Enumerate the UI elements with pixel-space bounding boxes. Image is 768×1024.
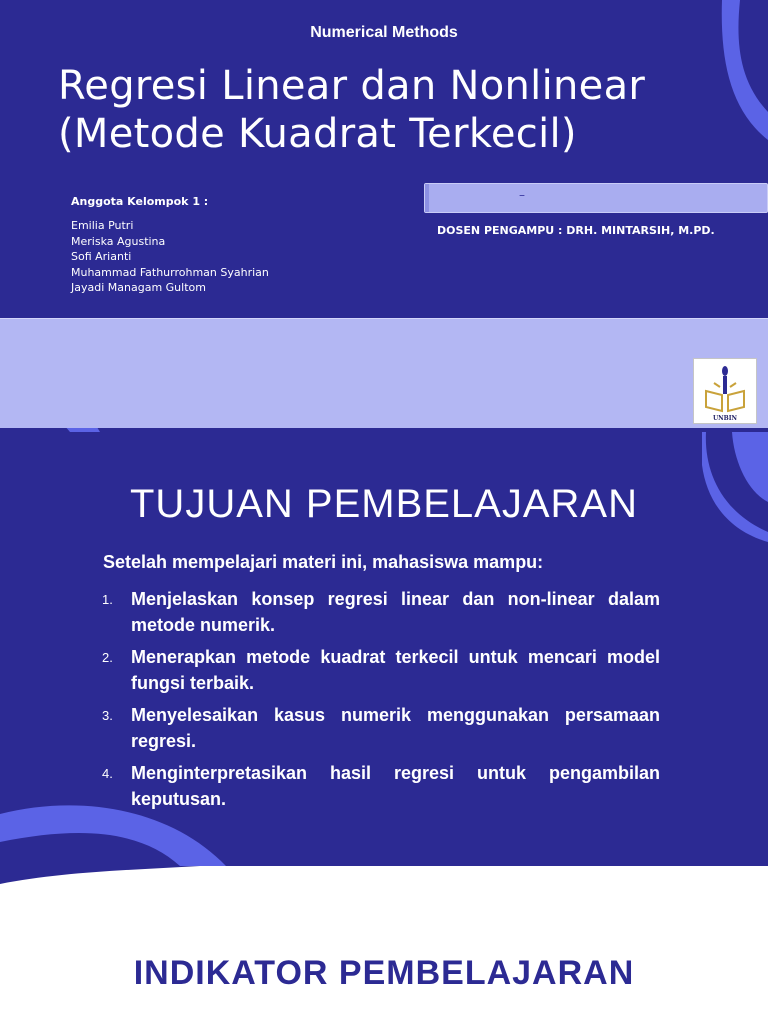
list-text: Menginterpretasikan hasil regresi untuk pengambilan keputusan.	[131, 763, 660, 809]
member-name: Jayadi Managam Gultom	[71, 281, 206, 294]
list-item	[100, 702, 660, 754]
list-text: Menerapkan metode kuadrat terkecil untuk mencari model fungsi terbaik.	[131, 647, 660, 693]
member-name: Sofi Arianti	[71, 250, 132, 263]
list-number: 2.	[102, 650, 113, 665]
book-torch-icon	[694, 361, 756, 415]
list-item	[100, 586, 660, 638]
presentation-title	[58, 62, 738, 158]
objectives-intro: Setelah mempelajari materi ini, mahasiswa mampu:	[103, 552, 544, 572]
member-name: Meriska Agustina	[71, 234, 166, 248]
member-name: Emilia Putri	[71, 219, 134, 232]
list-text: Menjelaskan konsep regresi linear dan non-linear dalam metode numerik.	[131, 589, 660, 635]
title-line-1: Regresi Linear dan Nonlinear	[58, 63, 646, 109]
section-heading: INDIKATOR PEMBELAJARAN	[133, 954, 635, 992]
title-slide	[0, 0, 768, 432]
bar-edge	[425, 184, 429, 212]
member-name: Muhammad Fathurrohman Syahrian	[71, 265, 269, 279]
list-item	[100, 760, 660, 812]
footer-panel	[0, 318, 768, 428]
university-logo	[693, 358, 757, 424]
course-name: Numerical Methods	[310, 24, 458, 41]
corner-ribbon-top-left	[0, 866, 200, 896]
indicators-slide	[0, 866, 768, 1024]
list-text: Menyelesaikan kasus numerik menggunakan persamaan regresi.	[131, 705, 660, 751]
list-number: 3.	[102, 708, 113, 723]
list-number: 1.	[102, 592, 113, 607]
bar-dash: –	[519, 188, 525, 202]
members-label: Anggota Kelompok 1 :	[71, 195, 209, 208]
lecturer-bar	[424, 183, 768, 213]
lecturer-name: DOSEN PENGAMPU : DRH. MINTARSIH, M.PD.	[437, 224, 715, 237]
title-line-2: (Metode Kuadrat Terkecil)	[58, 111, 577, 157]
list-number: 4.	[102, 766, 113, 781]
logo-text: UNBIN	[712, 415, 738, 422]
objectives-slide	[0, 432, 768, 866]
list-item	[100, 644, 660, 696]
members-list	[71, 218, 269, 296]
objectives-list	[100, 586, 660, 818]
section-heading: TUJUAN PEMBELAJARAN	[130, 482, 638, 526]
